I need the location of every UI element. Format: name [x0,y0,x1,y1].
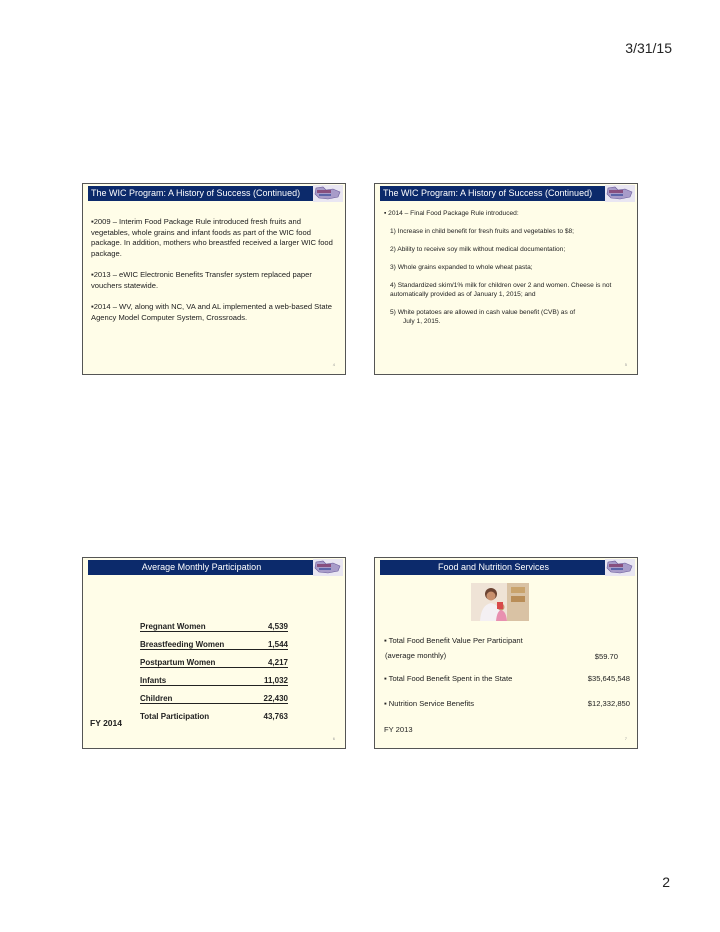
benefit-label-cont: (average monthly) [385,651,447,660]
wv-wic-logo-icon [605,185,635,202]
wv-wic-logo-icon [313,559,343,576]
benefit-label: ▪ Total Food Benefit Spent in the State [384,674,513,683]
benefit-label: ▪ Total Food Benefit Value Per Participant [384,636,523,645]
slide-body [91,217,341,334]
slide-title: Food and Nutrition Services [380,560,607,575]
header-date: 3/31/15 [625,40,672,56]
table-row [140,614,288,632]
list-item [390,227,632,236]
list-item-text: 5) White potatoes are allowed in cash value benefit (CVB) as of [390,309,576,316]
list-item [390,245,632,254]
lead-bullet: ▪ 2014 – Final Food Package Rule introduced: [384,210,519,217]
slide-6 [82,557,346,749]
list-item-text: 3) Whole grains expanded to whole wheat pasta; [390,264,533,271]
row-label: Children [140,686,242,704]
row-value: 22,430 [242,686,288,704]
benefit-amount: $12,332,850 [587,699,630,708]
list-item [390,263,632,272]
bullet-2014: ▪2014 – WV, along with NC, VA and AL implemented a web-based State Agency Model Computer System, Crossroads. [91,302,332,322]
table-row-total [140,704,288,722]
bullet-2013: ▪2013 – eWIC Electronic Benefits Transfer system replaced paper vouchers statewide. [91,270,312,290]
row-value: 11,032 [242,668,288,686]
list-item [390,308,632,326]
bullet-2009: ▪2009 – Interim Food Package Rule introduced fresh fruits and vegetables, whole grains and infant foods as part of the WIC food package. In addition, mothers who breastfed received a larger WIC food package. [91,217,333,258]
slide-number: 7 [624,736,627,741]
list-item-continuation: July 1, 2015. [403,318,441,325]
table-row [140,668,288,686]
row-label: Postpartum Women [140,650,242,668]
slide-number: 4 [332,362,335,367]
row-value: 1,544 [242,632,288,650]
benefit-label: ▪ Nutrition Service Benefits [384,699,475,708]
slide-number: 6 [332,736,335,741]
wv-wic-logo-icon [605,559,635,576]
row-value: 4,539 [242,614,288,632]
list-item-text: 1) Increase in child benefit for fresh fruits and vegetables to $8; [390,228,574,235]
slide-body [384,636,630,708]
list-item-text: 2) Ability to receive soy milk without medical documentation; [390,246,566,253]
wv-wic-logo-icon [313,185,343,202]
family-shopping-photo [471,583,529,621]
slide-title: Average Monthly Participation [88,560,315,575]
row-value: 43,763 [263,712,288,721]
benefit-row [384,674,630,683]
page-number: 2 [662,874,670,890]
row-label: Infants [140,668,242,686]
row-label: Pregnant Women [140,614,242,632]
benefit-amount: $59.70 [594,652,618,661]
fiscal-year: FY 2013 [384,725,413,734]
row-value: 4,217 [242,650,288,668]
slide-7 [374,557,638,749]
slide-body [384,209,632,335]
list-item-text: 4) Standardized skim/1% milk for children over 2 and women. Cheese is not automatically provided as of January 1, 2015; and [390,282,612,298]
row-label: Total Participation [140,712,210,721]
row-label: Breastfeeding Women [140,632,242,650]
slide-5 [374,183,638,375]
slide-title: The WIC Program: A History of Success (Continued) [88,186,315,201]
benefit-amount: $35,645,548 [587,674,630,683]
benefit-row [384,699,630,708]
slide-title: The WIC Program: A History of Success (Continued) [380,186,607,201]
table-row [140,650,288,668]
slide-4 [82,183,346,375]
table-row [140,632,288,650]
slide-number: 5 [624,362,627,367]
list-item [390,281,632,299]
participation-table [140,614,288,721]
benefit-row [384,636,630,660]
table-row [140,686,288,704]
fiscal-year: FY 2014 [90,718,122,728]
